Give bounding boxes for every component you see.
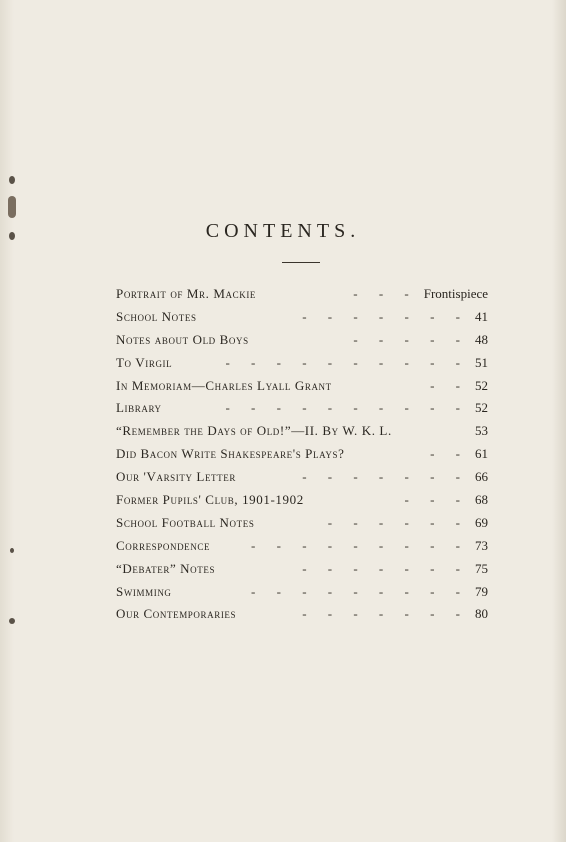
toc-entry-leader: - - - - - - - - - - bbox=[225, 354, 469, 370]
toc-entry-page: 66 bbox=[475, 469, 488, 485]
binding-hole-mark bbox=[9, 618, 15, 624]
toc-entry-title: Correspondence bbox=[116, 537, 211, 553]
toc-entry-page: Frontispiece bbox=[423, 286, 488, 301]
toc-entry-title: Our Contemporaries bbox=[116, 606, 237, 622]
toc-entry-title: Notes about Old Boys bbox=[116, 331, 249, 347]
toc-entry-leader: - - bbox=[430, 377, 469, 393]
toc-entry-title: Portrait of Mr. Mackie bbox=[116, 286, 257, 301]
table-of-contents bbox=[116, 286, 488, 629]
toc-entry bbox=[116, 515, 488, 538]
toc-entry-leader: - - - - - - - bbox=[302, 560, 469, 576]
toc-entry bbox=[116, 286, 488, 309]
toc-entry-leader: - - bbox=[430, 446, 469, 462]
toc-entry-title: In Memoriam—Charles Lyall Grant bbox=[116, 377, 332, 393]
toc-entry-page: 61 bbox=[475, 446, 488, 462]
toc-entry-page: 73 bbox=[475, 537, 488, 553]
heading-rule bbox=[282, 262, 320, 263]
toc-entry-title: Library bbox=[116, 400, 162, 416]
toc-entry-page: 75 bbox=[475, 560, 488, 576]
toc-entry-leader: - - - bbox=[353, 286, 418, 301]
page-edge-right bbox=[552, 0, 566, 842]
toc-entry-leader: - - - - - - - - - bbox=[251, 583, 469, 599]
toc-entry bbox=[116, 446, 488, 469]
toc-entry bbox=[116, 400, 488, 423]
toc-entry-title: Did Bacon Write Shakespeare's Plays? bbox=[116, 446, 345, 462]
toc-entry-leader: - - - bbox=[404, 492, 469, 508]
toc-entry-title: Our 'Varsity Letter bbox=[116, 469, 236, 485]
binding-hole-mark bbox=[9, 176, 15, 184]
toc-entry-leader: - - - - - - - - - bbox=[251, 537, 469, 553]
toc-entry-page: 52 bbox=[475, 377, 488, 393]
toc-entry bbox=[116, 355, 488, 378]
toc-entry bbox=[116, 584, 488, 607]
toc-entry-page: 79 bbox=[475, 583, 488, 599]
toc-entry-title: To Virgil bbox=[116, 354, 173, 370]
toc-entry-leader: - - - - - - - bbox=[302, 469, 469, 485]
contents-heading: CONTENTS. bbox=[205, 220, 361, 242]
toc-entry bbox=[116, 606, 488, 629]
toc-entry-page: 52 bbox=[475, 400, 488, 416]
toc-entry-page: 68 bbox=[475, 492, 488, 508]
page-edge-left bbox=[0, 0, 14, 842]
toc-entry-page: 48 bbox=[475, 331, 488, 347]
toc-entry-page: 53 bbox=[475, 423, 488, 439]
toc-entry-leader: - - - - - - - bbox=[302, 606, 469, 622]
toc-entry bbox=[116, 423, 488, 446]
toc-entry bbox=[116, 561, 488, 584]
toc-entry-page: 69 bbox=[475, 514, 488, 530]
toc-entry-page: 51 bbox=[475, 354, 488, 370]
toc-entry-title: Swimming bbox=[116, 583, 172, 599]
toc-entry bbox=[116, 309, 488, 332]
toc-entry-title: School Notes bbox=[116, 308, 197, 324]
toc-entry bbox=[116, 538, 488, 561]
toc-entry bbox=[116, 469, 488, 492]
toc-entry-page: 80 bbox=[475, 606, 488, 622]
toc-entry bbox=[116, 332, 488, 355]
toc-entry-page: 41 bbox=[475, 308, 488, 324]
toc-entry-title: School Football Notes bbox=[116, 514, 255, 530]
toc-entry-leader: - - - - - - - - - - bbox=[225, 400, 469, 416]
toc-entry-leader: - - - - - bbox=[353, 331, 469, 347]
toc-entry bbox=[116, 492, 488, 515]
toc-entry-title: “Debater” Notes bbox=[116, 560, 216, 576]
toc-entry-leader: - - - - - - bbox=[327, 514, 469, 530]
toc-entry-title: Former Pupils' Club, 1901-1902 bbox=[116, 492, 304, 508]
toc-entry-leader: - - - - - - - bbox=[302, 308, 469, 324]
toc-entry-title: “Remember the Days of Old!”—II. By W. K. L. bbox=[116, 423, 392, 439]
binding-hole-mark bbox=[10, 548, 14, 553]
toc-entry bbox=[116, 378, 488, 401]
binding-hole-mark bbox=[8, 196, 16, 218]
